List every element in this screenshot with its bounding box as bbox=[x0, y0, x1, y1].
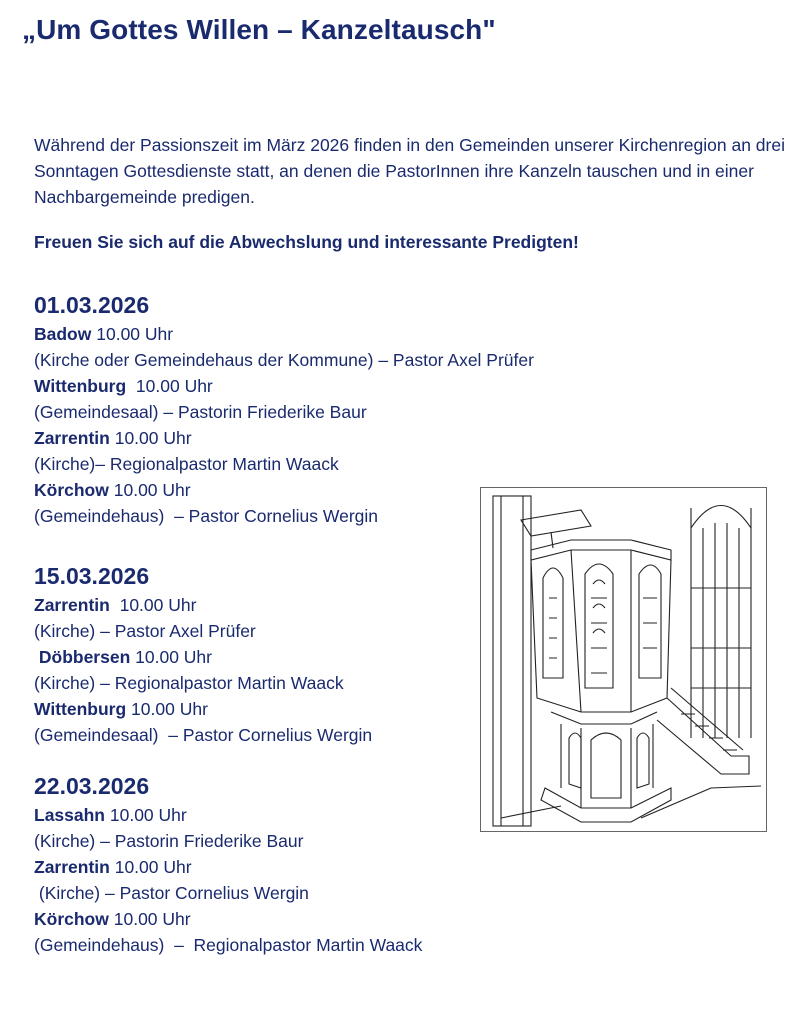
service-place: Zarrentin bbox=[34, 857, 110, 877]
service-detail: (Gemeindesaal) – Pastor Cornelius Wergin bbox=[34, 725, 373, 745]
service-time: 10.00 Uhr bbox=[108, 909, 191, 929]
service-place: Körchow bbox=[34, 909, 109, 929]
sunday-block-3 bbox=[34, 772, 422, 958]
service-date: 15.03.2026 bbox=[34, 563, 150, 589]
service-place: Zarrentin bbox=[34, 595, 110, 615]
service-place: Wittenburg bbox=[34, 699, 127, 719]
service-date: 01.03.2026 bbox=[34, 292, 150, 318]
service-place-line bbox=[34, 321, 534, 347]
sunday-block-1 bbox=[34, 291, 534, 529]
service-place: Badow bbox=[34, 324, 92, 344]
service-place-line bbox=[34, 696, 372, 722]
service-date: 22.03.2026 bbox=[34, 773, 150, 799]
service-time: 10.00 Uhr bbox=[91, 324, 174, 344]
service-place-line bbox=[34, 373, 534, 399]
service-place-line bbox=[34, 477, 534, 503]
service-place-line bbox=[34, 592, 372, 618]
service-detail: (Gemeindehaus) – Regionalpastor Martin Waack bbox=[34, 935, 423, 955]
service-detail: (Kirche) – Regionalpastor Martin Waack bbox=[34, 673, 344, 693]
service-place: Lassahn bbox=[34, 805, 105, 825]
service-time: 10.00 Uhr bbox=[126, 376, 213, 396]
highlight-text: Freuen Sie sich auf die Abwechslung und interessante Predigten! bbox=[34, 232, 579, 252]
sunday-block-2 bbox=[34, 562, 372, 748]
service-place: Döbbersen bbox=[34, 647, 131, 667]
service-place-line bbox=[34, 906, 422, 932]
service-time: 10.00 Uhr bbox=[109, 595, 197, 615]
service-time: 10.00 Uhr bbox=[109, 428, 192, 448]
service-place: Körchow bbox=[34, 480, 109, 500]
service-place-line bbox=[34, 425, 534, 451]
service-detail: (Gemeindehaus) – Pastor Cornelius Wergin bbox=[34, 506, 379, 526]
page-title: „Um Gottes Willen – Kanzeltausch" bbox=[22, 14, 496, 45]
service-detail: (Kirche) – Pastor Cornelius Wergin bbox=[34, 883, 309, 903]
service-time: 10.00 Uhr bbox=[126, 699, 208, 719]
service-place-line bbox=[34, 854, 422, 880]
service-detail: (Gemeindesaal) – Pastorin Friederike Baur bbox=[34, 402, 367, 422]
service-time: 10.00 Uhr bbox=[105, 805, 187, 825]
service-time: 10.00 Uhr bbox=[109, 857, 192, 877]
service-detail: (Kirche) – Pastor Axel Prüfer bbox=[34, 621, 256, 641]
service-detail: (Kirche) – Pastorin Friederike Baur bbox=[34, 831, 304, 851]
service-detail: (Kirche oder Gemeindehaus der Kommune) – Pastor Axel Prüfer bbox=[34, 350, 534, 370]
service-time: 10.00 Uhr bbox=[108, 480, 191, 500]
service-place: Zarrentin bbox=[34, 428, 110, 448]
pulpit-illustration bbox=[480, 487, 767, 832]
service-place: Wittenburg bbox=[34, 376, 127, 396]
service-time: 10.00 Uhr bbox=[130, 647, 212, 667]
service-place-line bbox=[34, 802, 422, 828]
pulpit-icon bbox=[481, 488, 766, 831]
service-place-line bbox=[34, 644, 372, 670]
intro-paragraph: Während der Passionszeit im März 2026 finden in den Gemeinden unserer Kirchenregion an drei Sonntagen Gottesdienste statt, an denen die PastorInnen ihre Kanzeln tauschen und in einer Nachbargemeinde predigen. bbox=[34, 135, 785, 207]
service-detail: (Kirche)– Regionalpastor Martin Waack bbox=[34, 454, 339, 474]
